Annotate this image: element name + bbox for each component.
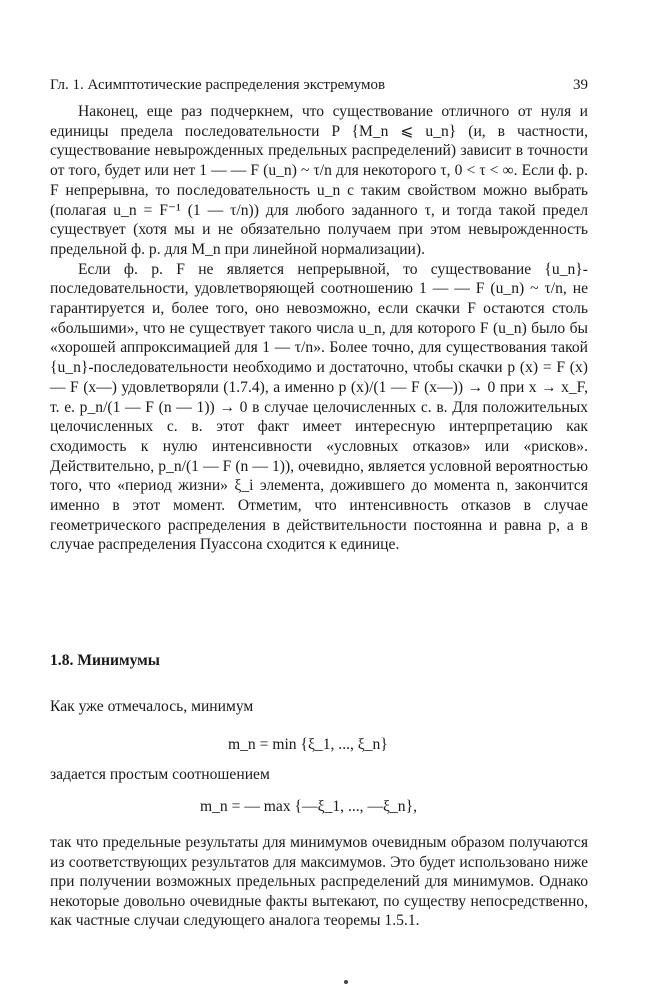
- intro-line: Как уже отмечалось, минимум: [50, 698, 254, 715]
- paragraph: так что предельные результаты для минимумов очевидным образом получаются из соответствующих результатов для максимумов. Это будет использовано ниже при получении возможных предельных распределений для минимумов. Однако некоторые довольно очевидные факты вытекают, по существу непосредственно, как частные случаи следующего аналога теоремы 1.5.1.: [50, 834, 588, 929]
- main-text: [50, 102, 588, 555]
- section-heading: 1.8. Минимумы: [50, 652, 160, 669]
- given-line: задается простым соотношением: [50, 766, 270, 783]
- closing-text: [50, 833, 588, 931]
- chapter-title: Гл. 1. Асимптотические распределения экстремумов: [50, 77, 386, 93]
- page-number: 39: [573, 77, 588, 93]
- ink-speck: [344, 980, 348, 984]
- formula-minimum: m_n = min {ξ_1, ..., ξ_n}: [228, 736, 388, 753]
- paragraph: Наконец, еще раз подчеркнем, что существование отличного от нуля и единицы предела последовательности P {M_n ⩽ u_n} (и, в частности, существование невырожденных предельных распределений) зависит в точности от того, будет или нет 1 — — F (u_n) ~ τ/n для некоторого τ, 0 < τ < ∞. Если ф. р. F непрерывна, то последовательность u_n с таким свойством можно выбрать (полагая u_n = F⁻¹ (1 — τ/n)) для любого заданного τ, и тогда такой предел существует (хотя мы и не обязательно получаем при этом невырожденность предельной ф. р. для M_n при линейной нормализации).: [50, 103, 588, 258]
- formula-maximum: m_n = — max {—ξ_1, ..., —ξ_n},: [200, 798, 417, 815]
- paragraph: Если ф. р. F не является непрерывной, то существование {u_n}-последовательности, удовлетворяющей соотношению 1 — — F (u_n) ~ τ/n, не гарантируется и, более того, оно невозможно, если скачки F остаются столь «большими», что не существует такого числа u_n, для которого F (u_n) было бы «хорошей аппроксимацией для 1 — τ/n». Более точно, для существования такой {u_n}-последовательности необходимо и достаточно, чтобы скачки p (x) = F (x) — F (x—) удовлетворяли (1.7.4), а именно p (x)/(1 — F (x—)) → 0 при x → x_F, т. е. p_n/(1 — F (n — 1)) → 0 в случае целочисленных с. в. Для положительных целочисленных с. в. этот факт имеет интересную интерпретацию как сходимость к нулю интенсивности «условных отказов» или «рисков». Действительно, p_n/(1 — F (n — 1)), очевидно, является условной вероятностью того, что «период жизни» ξ_i элемента, дожившего до момента n, закончится именно в этот момент. Отметим, что интенсивность отказов в случае геометрического распределения в действительности постоянна и равна p, а в случае распределения Пуассона сходится к единице.: [50, 260, 588, 554]
- section-text: [50, 698, 588, 716]
